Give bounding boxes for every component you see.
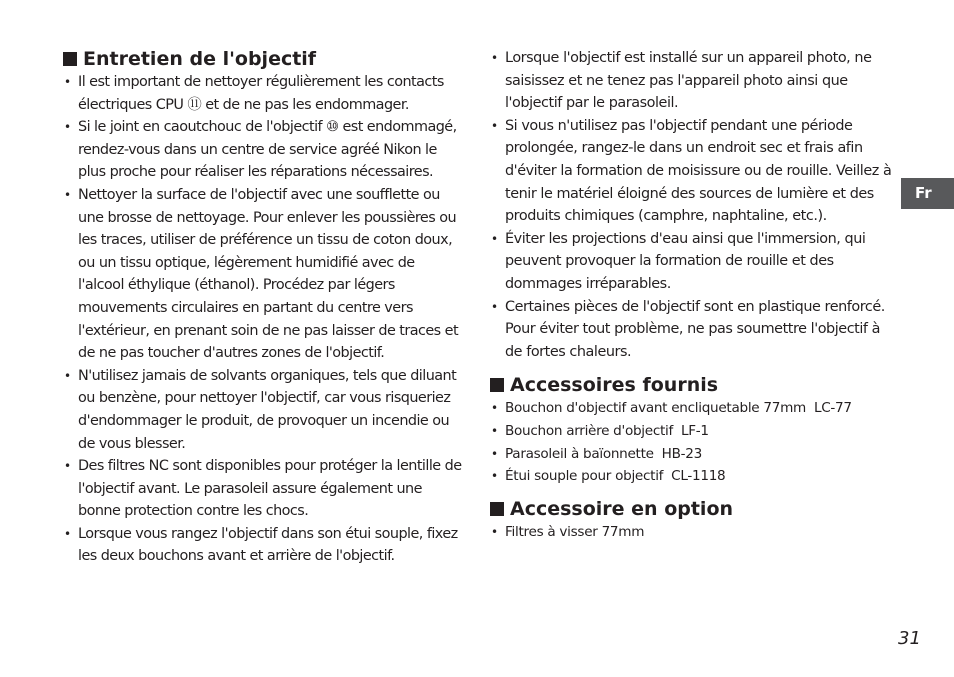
list-item (490, 465, 894, 488)
bullet-icon: • (64, 75, 71, 89)
heading-text: Accessoire en option (510, 497, 734, 520)
bullet-icon: • (64, 187, 71, 202)
optional-list (490, 521, 894, 544)
bullet-icon: • (64, 459, 71, 474)
bullet-icon: • (64, 120, 71, 135)
list-item (490, 47, 894, 115)
heading-text: Accessoires fournis (510, 374, 719, 397)
list-item-text: N'utilisez jamais de solvants organiques, tels que diluant ou benzène, pour nettoyer l'objectif, car vous risqueriez d'endommager le produit, de provoquer un incendie ou de vous blesser. (78, 367, 457, 452)
bullet-icon: • (491, 469, 498, 484)
square-bullet-icon (490, 378, 504, 392)
accessory-name: Bouchon arrière d'objectif (505, 422, 674, 439)
section-heading-maintenance (63, 47, 463, 71)
bullet-icon: • (491, 401, 498, 416)
list-item-text: Des filtres NC sont disponibles pour protéger la lentille de l'objectif avant. Le parasoleil assure également une bonne protection contre les chocs. (78, 458, 462, 520)
language-tab: Fr (901, 178, 954, 209)
list-item-text: Il est important de nettoyer régulièrement les contacts électriques CPU ⑪ et de ne pas les endommager. (78, 74, 444, 113)
list-item-text: Si vous n'utilisez pas l'objectif pendant une période prolongée, rangez-le dans un endroit sec et frais afin d'éviter la formation de moisissure ou de rouille. Veillez à tenir le matériel éloigné des sources de lumière et des produits chimiques (camphre, naphtaline, etc.). (505, 117, 892, 225)
left-column (63, 47, 463, 568)
list-item-text: Lorsque vous rangez l'objectif dans son étui souple, fixez les deux bouchons avant et arrière de l'objectif. (78, 525, 458, 565)
bullet-icon: • (491, 423, 498, 438)
maintenance-list (63, 71, 463, 568)
right-column (490, 47, 894, 543)
list-item (490, 296, 894, 364)
list-item-text: Nettoyer la surface de l'objectif avec une soufflette ou une brosse de nettoyage. Pour enlever les poussières ou les traces, utiliser de préférence un tissu de coton doux, ou un tissu optique, légèrement humidifié avec de l'alcool éthylique (éthanol). Procédez par légers mouvements circulaires en partant du centre vers l'extérieur, en prenant soin de ne pas laisser de traces et de ne pas toucher d'autres zones de l'objectif. (78, 186, 459, 362)
list-item (490, 397, 894, 420)
list-item (63, 184, 463, 365)
bullet-icon: • (64, 526, 71, 541)
list-item (490, 228, 894, 296)
heading-text: Entretien de l'objectif (83, 48, 317, 70)
accessory-code: LF-1 (681, 422, 709, 439)
section-heading-accessories (490, 373, 894, 397)
list-item (490, 521, 894, 544)
square-bullet-icon (490, 502, 504, 516)
list-item-text: Éviter les projections d'eau ainsi que l'immersion, qui peuvent provoquer la formation de rouille et des dommages irréparables. (505, 230, 866, 292)
bullet-icon: • (491, 51, 498, 65)
list-item (490, 443, 894, 466)
section-heading-optional (490, 497, 894, 521)
square-bullet-icon (63, 52, 77, 66)
list-item-text: Lorsque l'objectif est installé sur un appareil photo, ne saisissez et ne tenez pas l'appareil photo ainsi que l'objectif par le parasoleil. (505, 50, 872, 112)
accessory-code: CL-1118 (671, 468, 726, 485)
list-item (63, 71, 463, 116)
page-number: 31 (898, 628, 921, 649)
bullet-icon: • (491, 231, 498, 246)
bullet-icon: • (491, 524, 498, 539)
list-item (490, 420, 894, 443)
accessory-name: Parasoleil à baïonnette (505, 445, 654, 462)
bullet-icon: • (491, 118, 498, 133)
accessory-name: Bouchon d'objectif avant encliquetable 77mm (505, 400, 806, 417)
accessory-name: Étui souple pour objectif (505, 468, 664, 485)
accessory-code: HB-23 (661, 445, 702, 462)
bullet-icon: • (64, 368, 71, 383)
maintenance-list-continued (490, 47, 894, 363)
list-item (490, 115, 894, 228)
accessories-list (490, 397, 894, 487)
bullet-icon: • (491, 299, 498, 314)
list-item (63, 116, 463, 184)
accessory-code: LC-77 (813, 400, 852, 417)
list-item-text: Filtres à visser 77mm (505, 523, 645, 540)
list-item (63, 365, 463, 455)
list-item-text: Certaines pièces de l'objectif sont en plastique renforcé. Pour éviter tout problème, ne pas soumettre l'objectif à de fortes chaleurs. (505, 298, 885, 360)
list-item-text: Si le joint en caoutchouc de l'objectif ⑩ est endommagé, rendez-vous dans un centre de service agréé Nikon le plus proche pour réaliser les réparations nécessaires. (78, 119, 457, 181)
bullet-icon: • (491, 446, 498, 461)
list-item (63, 523, 463, 568)
list-item (63, 455, 463, 523)
